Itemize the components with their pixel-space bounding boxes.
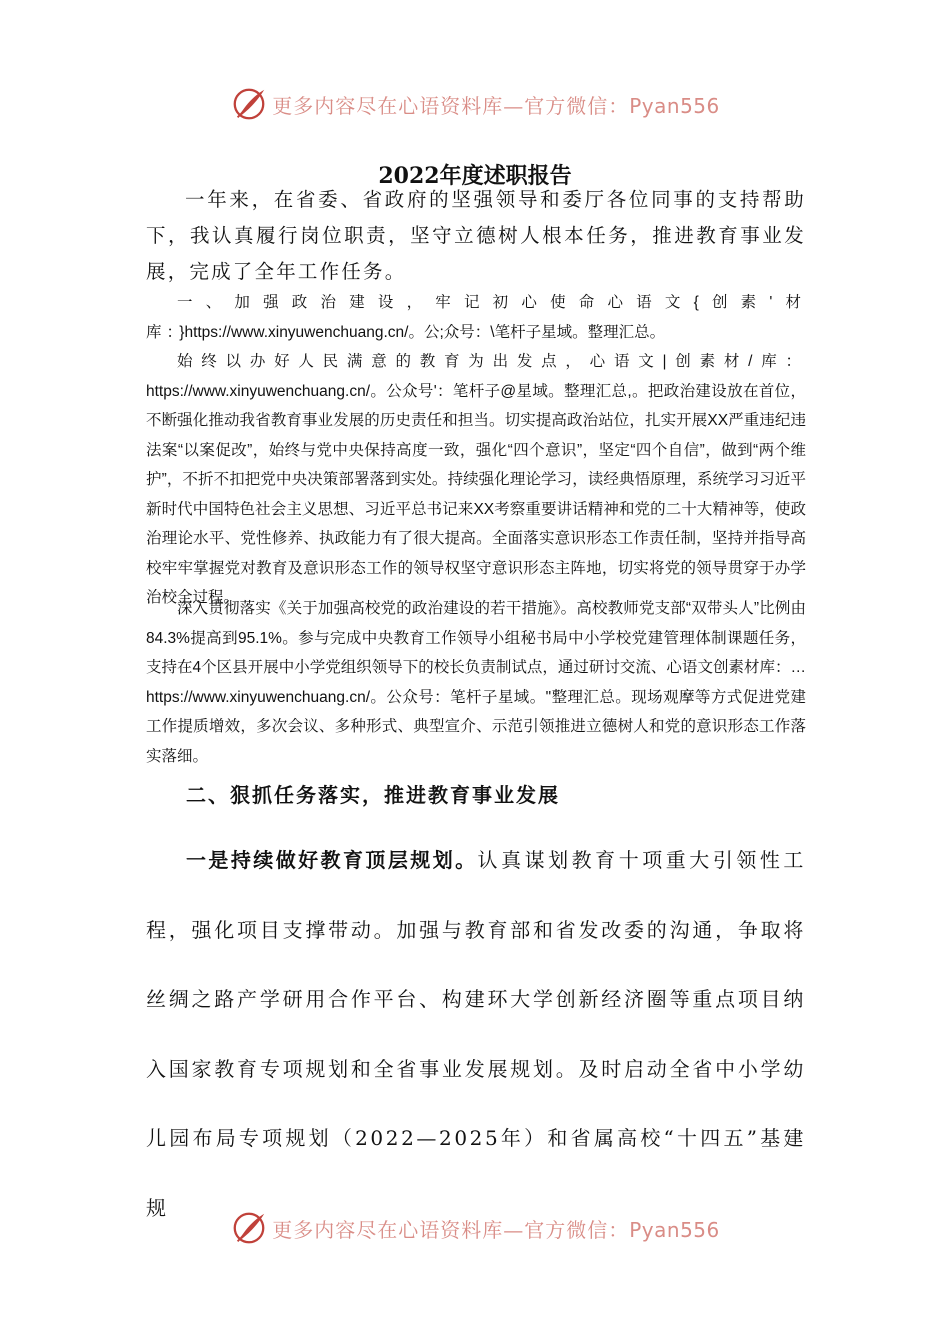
watermark-text (272, 1214, 720, 1243)
section1-paragraph-1-spaced: 始终以办好人民满意的教育为出发点，心语文|创素材/库： (177, 353, 806, 370)
section2-paragraph (146, 826, 806, 1243)
document-title: 2022年度述职报告 (378, 162, 572, 189)
footer-watermark-banner (0, 1206, 950, 1250)
section2-heading: 二、狠抓任务落实，推进教育事业发展 (186, 783, 560, 807)
section1-heading-spaced: 一、加强政治建设，牢记初心使命心语文{创素'材库： (146, 294, 806, 341)
quill-pen-logo-icon (230, 1209, 268, 1247)
watermark-text (272, 90, 720, 119)
section1-heading-rest: }https://www.xinyuwenchuang.cn/。公;众号：\笔杆子星域。整理汇总。 (179, 323, 666, 341)
header-watermark-banner (0, 82, 950, 126)
section2-paragraph-text: 认真谋划教育十项重大引领性工程，强化项目支撑带动。加强与教育部和省发改委的沟通，争取将丝绸之路产学研用合作平台、构建环大学创新经济圈等重点项目纳入国家教育专项规划和全省事业发展规划。及时启动全省中小学幼儿园布局专项规划（2022—2025年）和省属高校“十四五”基建规 (146, 848, 806, 1220)
section2-bold-lead: 一是持续做好教育顶层规划。 (186, 848, 478, 872)
quill-pen-logo-icon (230, 85, 268, 123)
watermark-label: 更多内容尽在心语资料库—官方微信： (272, 1217, 630, 1242)
section1-paragraph-1-rest: https://www.xinyuwenchuang.cn/。公众号'：笔杆子@星域。整理汇总,。把政治建设放在首位，不断强化推动我省教育事业发展的历史责任和担当。切实提高政治站位，扎实开展XX严重违纪违法案“以案促改”，始终与党中央保持高度一致，强化“四个意识”，坚定“四个自信”，做到“两个维护”，不折不扣把党中央决策部署落到实处。持续强化理论学习，读经典悟原理，系统学习习近平新时代中国特色社会主义思想、习近平总书记来XX考察重要讲话精神和党的二十大精神等，使政治理论水平、党性修养、执政能力有了很大提高。全面落实意识形态工作责任制，坚持并指导高校牢牢掌握党对教育及意识形态工作的领导权坚守意识形态主阵地，切实将党的领导贯穿于办学治校全过程。 (146, 382, 806, 606)
watermark-label: 更多内容尽在心语资料库—官方微信： (272, 93, 630, 118)
section1-paragraph-1 (146, 347, 806, 613)
section1-heading-paragraph (146, 288, 806, 347)
intro-paragraph: 一年来，在省委、省政府的坚强领导和委厅各位同事的支持帮助下，我认真履行岗位职责，坚守立德树人根本任务，推进教育事业发展，完成了全年工作任务。 (146, 188, 806, 283)
section1-paragraph-2: 深入贯彻落实《关于加强高校党的政治建设的若干措施》。高校教师党支部“双带头人”比例由84.3%提高到95.1%。参与完成中央教育工作领导小组秘书局中小学校党建管理体制课题任务，支持在4个区县开展中小学党组织领导下的校长负责制试点，通过研讨交流、心语文创素材库：…https://www.xinyuwenchuang.cn/。公众号：笔杆子星域。"整理汇总。现场观摩等方式促进党建工作提质增效，多次会议、多种形式、典型宣介、示范引领推进立德树人和党的意识形态工作落实落细。 (146, 600, 806, 765)
watermark-wechat-id: Pyan556 (629, 93, 720, 118)
watermark-wechat-id: Pyan556 (629, 1217, 720, 1242)
